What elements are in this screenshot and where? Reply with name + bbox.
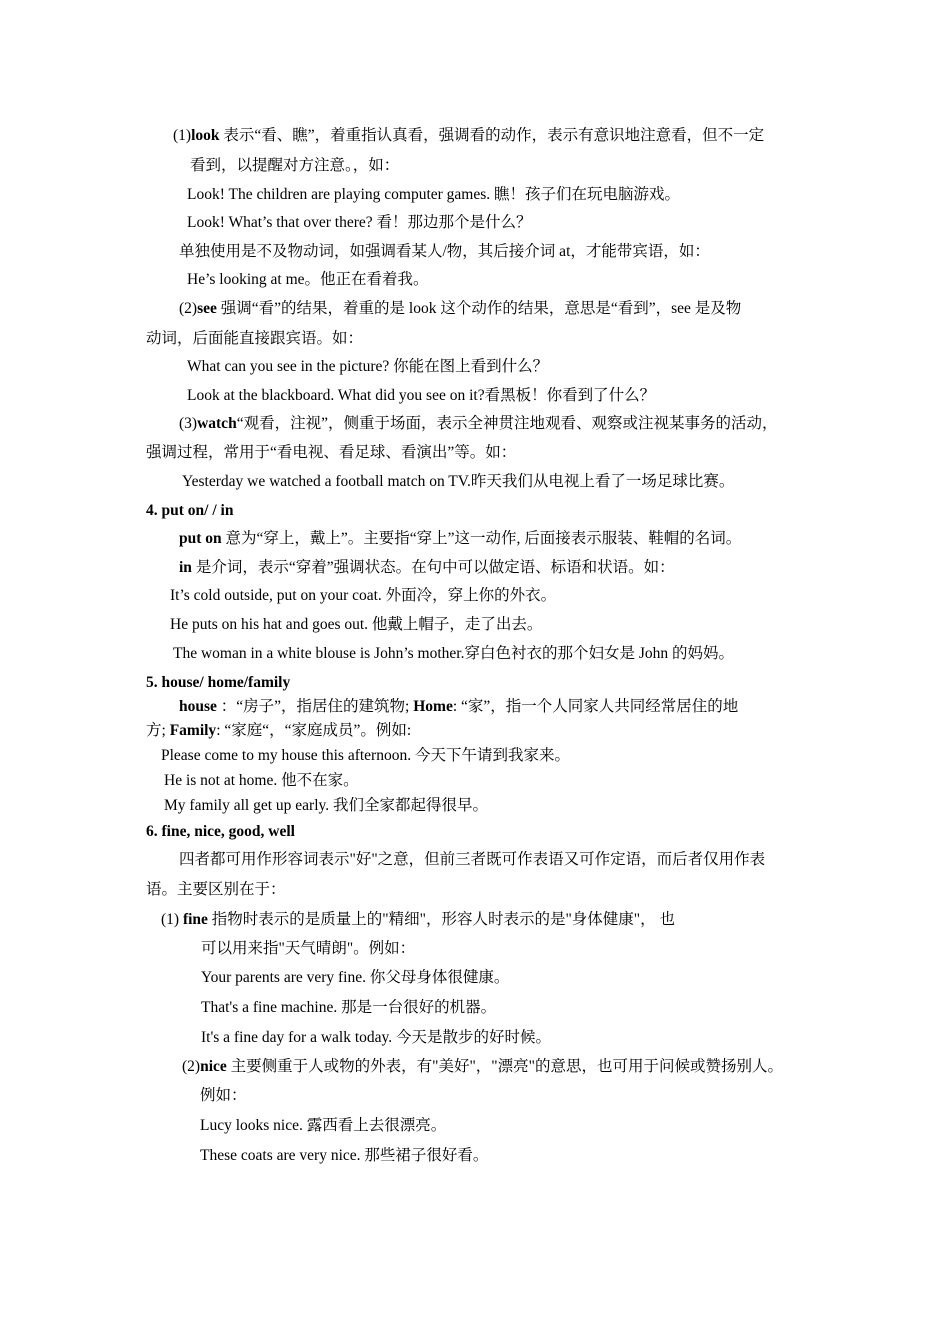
- fine-example-3: It's a fine day for a walk today. 今天是散步的好时候。: [201, 1029, 552, 1046]
- in-example-1: The woman in a white blouse is John’s mother.穿白色衬衣的那个妇女是 John 的妈妈。: [173, 645, 734, 662]
- look-example-3: He’s looking at me。他正在看着我。: [187, 271, 429, 288]
- home-example: He is not at home. 他不在家。: [164, 772, 359, 789]
- item-number: (3): [179, 415, 198, 432]
- keyword-look: look: [191, 127, 220, 144]
- keyword-family: Family: [169, 722, 217, 739]
- put-on-example-1: It’s cold outside, put on your coat. 外面冷，穿上你的外衣。: [170, 587, 557, 604]
- section-4-heading: 4. put on/ / in: [146, 502, 234, 519]
- family-example: My family all get up early. 我们全家都起得很早。: [164, 797, 489, 814]
- family-definition-line2: [146, 721, 411, 741]
- see-example-2: Look at the blackboard. What did you see on it?看黑板！你看到了什么？: [187, 387, 656, 404]
- put-on-example-2: He puts on his hat and goes out. 他戴上帽子，走了出去。: [170, 616, 543, 633]
- item-number: (1): [173, 127, 192, 144]
- see-example-1: What can you see in the picture? 你能在图上看到什么？: [187, 358, 549, 375]
- definition-text: 主要侧重于人或物的外表，有"美好"，"漂亮"的意思，也可用于问候或赞扬别人。: [226, 1058, 783, 1075]
- look-definition-line2: 看到，以提醒对方注意。，如：: [190, 157, 400, 174]
- section-6-intro-line1: 四者都可用作形容词表示"好"之意，但前三者既可作表语又可作定语，而后者仅用作表: [179, 851, 766, 868]
- watch-definition-line2: 强调过程，常用于“看电视、看足球、看演出”等。如：: [146, 444, 517, 461]
- watch-definition-line1: [179, 414, 777, 434]
- fine-example-1: Your parents are very fine. 你父母身体很健康。: [201, 969, 510, 986]
- see-definition-line2: 动词，后面能直接跟宾语。如：: [146, 330, 364, 347]
- definition-text: 方;: [146, 722, 170, 739]
- keyword-see: see: [197, 300, 217, 317]
- definition-text: 是介词，表示“穿着”强调状态。在句中可以做定语、标语和状语。如：: [191, 559, 675, 576]
- fine-example-2: That's a fine machine. 那是一台很好的机器。: [201, 999, 497, 1016]
- section-6-intro-line2: 语。主要区别在于：: [146, 881, 286, 898]
- keyword-home: Home: [413, 698, 453, 715]
- item-number: (2): [179, 300, 198, 317]
- definition-text: : “家”，指一个人同家人共同经常居住的地: [452, 698, 739, 715]
- fine-definition-line1: [161, 910, 675, 930]
- definition-text: ：“房子”，指居住的建筑物;: [216, 698, 414, 715]
- look-example-2: Look! What’s that over there? 看！那边那个是什么？: [187, 214, 532, 231]
- house-home-definition-line1: [179, 697, 738, 717]
- definition-text: : “家庭“，“家庭成员”。例如:: [216, 722, 412, 739]
- nice-definition-line1: [182, 1057, 783, 1077]
- look-definition-line1: [173, 126, 764, 146]
- keyword-fine: fine: [182, 911, 208, 928]
- keyword-nice: nice: [200, 1058, 227, 1075]
- keyword-house: house: [179, 698, 217, 715]
- definition-text: 强调“看”的结果，着重的是 look 这个动作的结果，意思是“看到”，see 是及物: [216, 300, 742, 317]
- keyword-put-on: put on: [179, 530, 222, 547]
- put-on-definition: [179, 529, 741, 549]
- definition-text: 表示“看、瞧”，着重指认真看，强调看的动作，表示有意识地注意看，但不一定: [219, 127, 765, 144]
- nice-example-1: Lucy looks nice. 露西看上去很漂亮。: [200, 1117, 447, 1134]
- item-number: (1): [161, 911, 183, 928]
- keyword-watch: watch: [197, 415, 237, 432]
- definition-text: 指物时表示的是质量上的"精细"，形容人时表示的是"身体健康"， 也: [207, 911, 675, 928]
- definition-text: 意为“穿上，戴上”。主要指“穿上”这一动作, 后面接表示服装、鞋帽的名词。: [221, 530, 742, 547]
- look-usage-note: 单独使用是不及物动词，如强调看某人/物，其后接介词 at，才能带宾语，如：: [179, 243, 710, 260]
- house-example: Please come to my house this afternoon. 今天下午请到我家来。: [161, 747, 570, 764]
- section-5-heading: 5. house/ home/family: [146, 674, 291, 691]
- section-6-heading: 6. fine, nice, good, well: [146, 823, 295, 840]
- fine-definition-line2: 可以用来指"天气晴朗"。例如：: [201, 940, 416, 957]
- nice-example-2: These coats are very nice. 那些裙子很好看。: [200, 1147, 489, 1164]
- look-example-1: Look! The children are playing computer games. 瞧！孩子们在玩电脑游戏。: [187, 186, 681, 203]
- item-number: (2): [182, 1058, 201, 1075]
- in-definition: [179, 558, 675, 578]
- keyword-in: in: [179, 559, 192, 576]
- nice-definition-line2: 例如：: [200, 1087, 247, 1104]
- see-definition-line1: [179, 299, 741, 319]
- definition-text: “观看，注视”，侧重于场面，表示全神贯注地观看、观察或注视某事务的活动，: [236, 415, 778, 432]
- watch-example-1: Yesterday we watched a football match on TV.昨天我们从电视上看了一场足球比赛。: [182, 473, 735, 490]
